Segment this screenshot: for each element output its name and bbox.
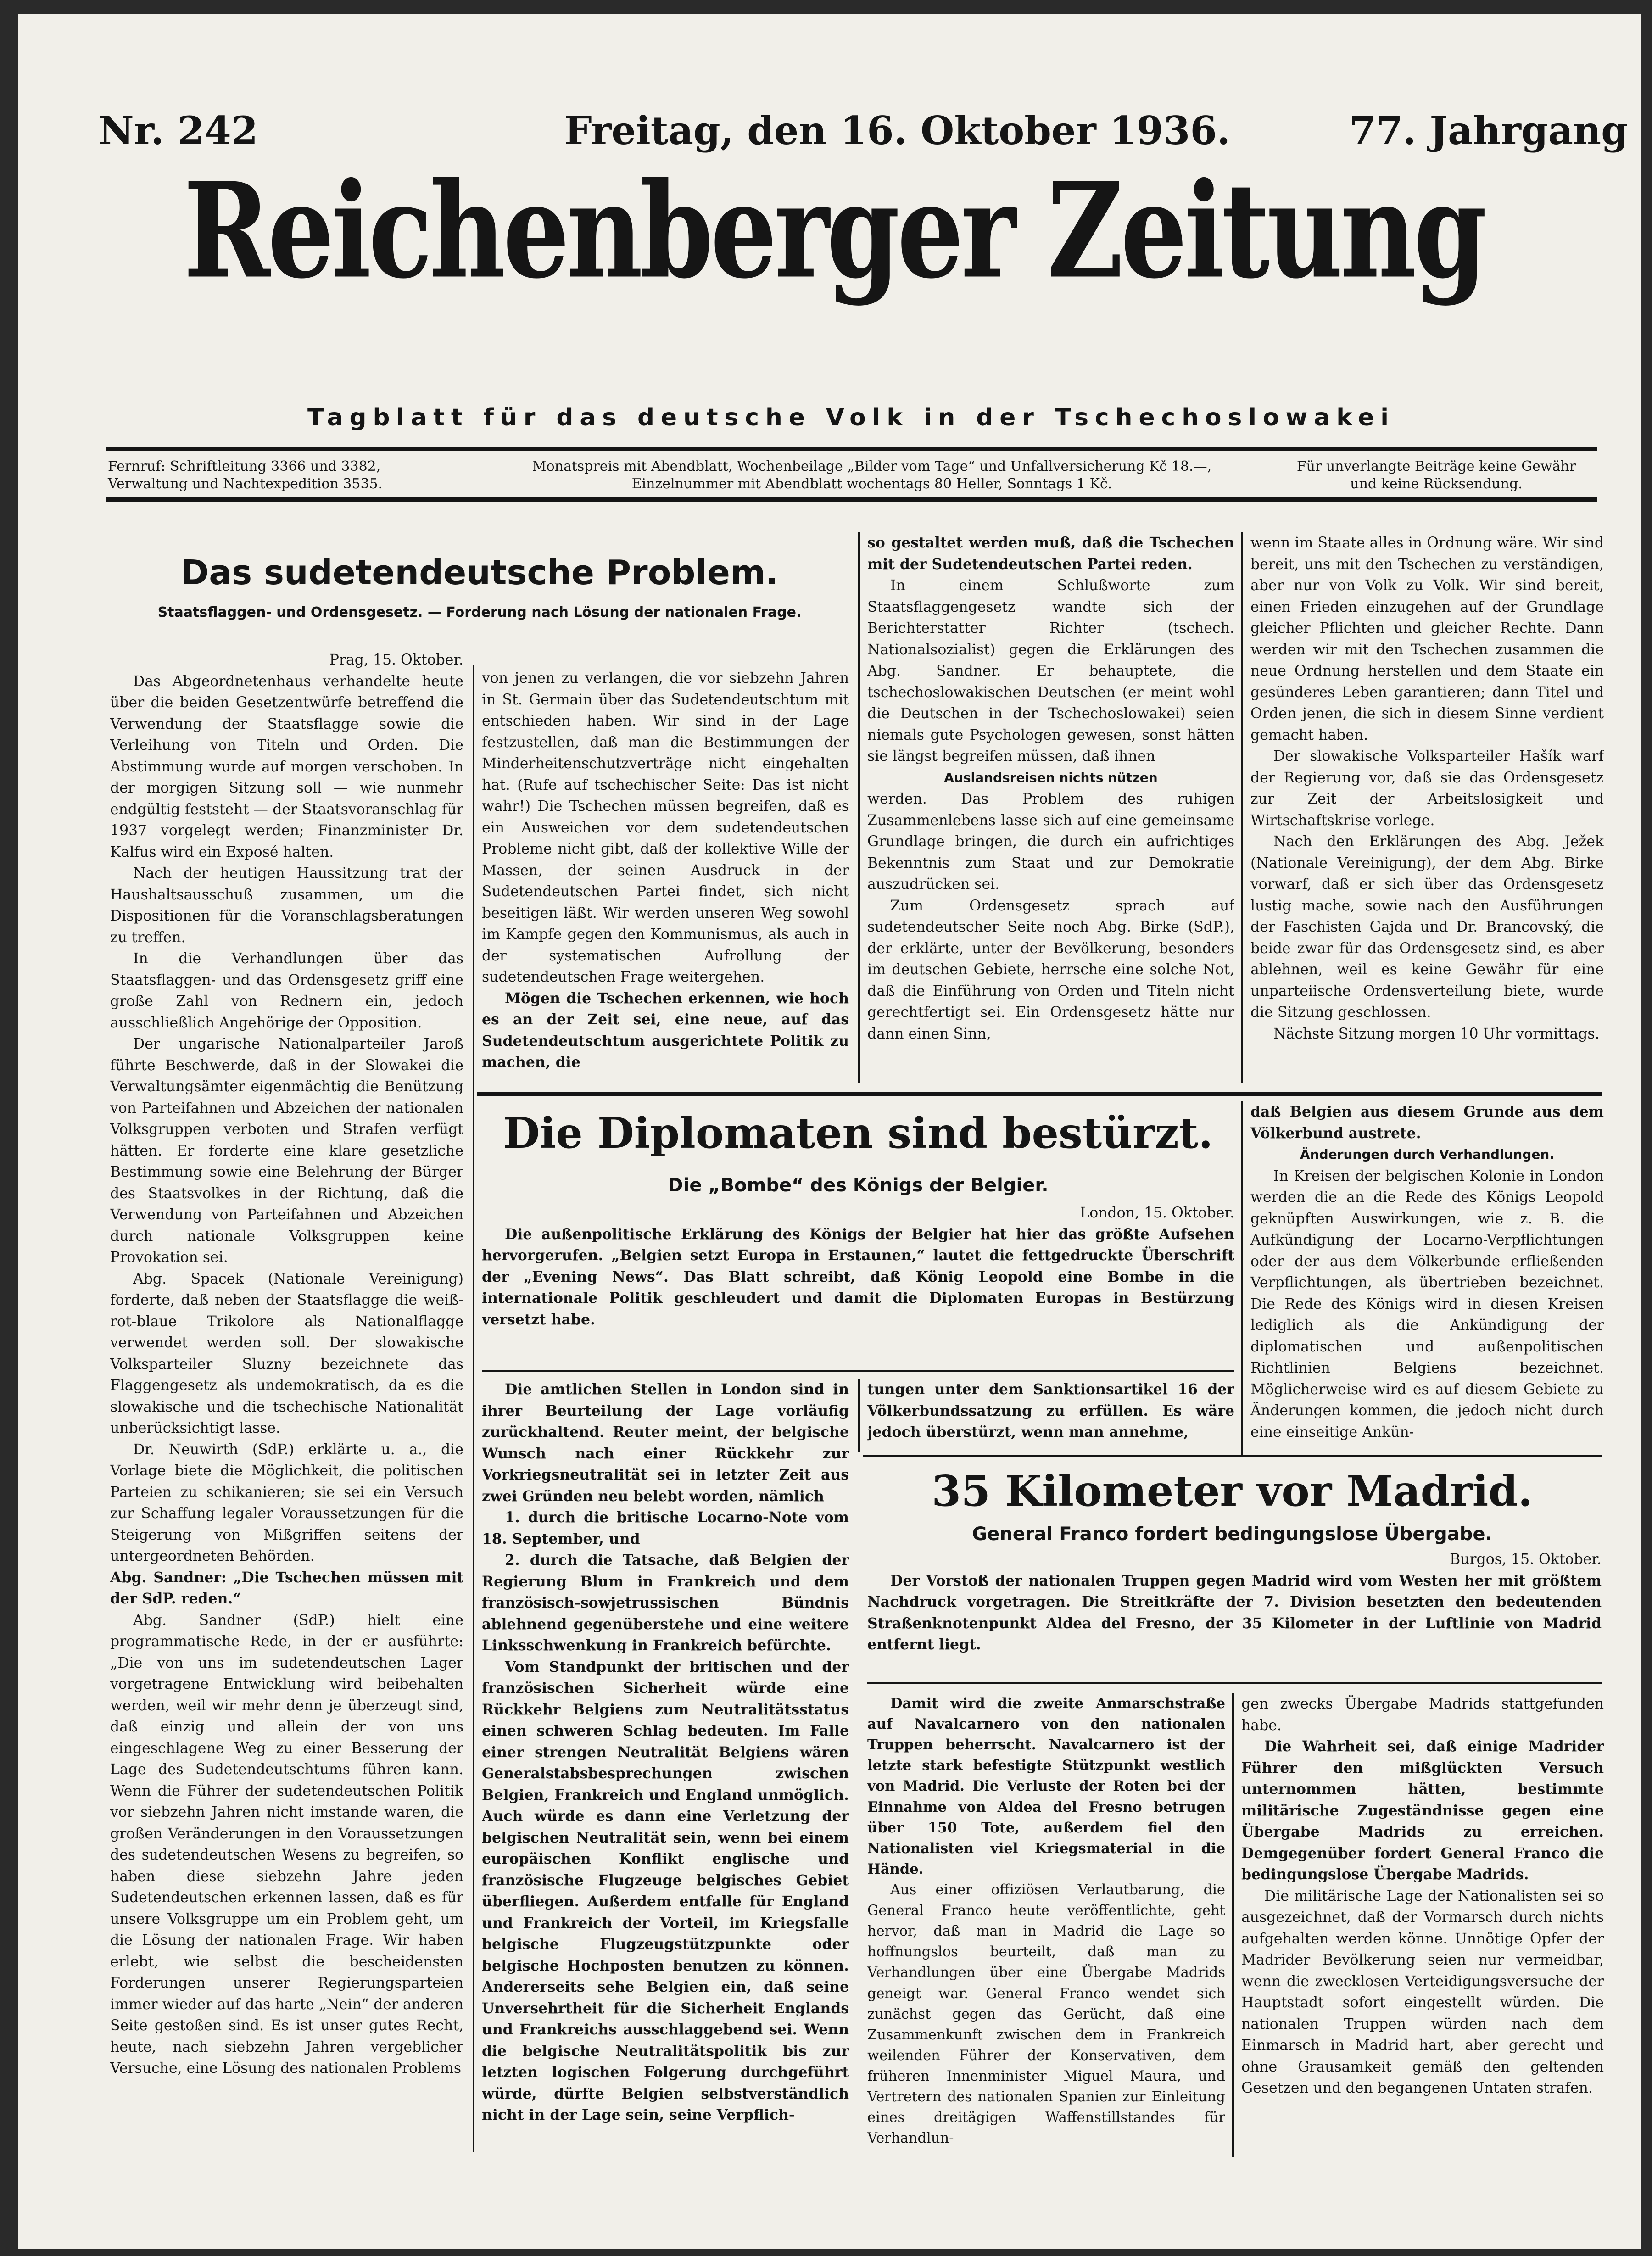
article1-paragraph: Dr. Neuwirth (SdP.) erklärte u. a., die Vorlage biete die Möglichkeit, die politischen Parteien zu schikanieren; sie sei ein Versuch zur Schaffung legaler Voraussetzungen für die Steigerung von Mißgriffen seitens der untergeordneten Behörden. [110, 1441, 463, 1564]
masthead-title: Reichenberger Zeitung [184, 154, 1485, 307]
info-center-line1: Monatspreis mit Abendblatt, Wochenbeilage „Bilder vom Tage“ und Unfallversicherung Kč 18.—, [532, 458, 1212, 475]
article2-dateline: London, 15. Oktober. [1080, 1205, 1234, 1221]
info-right [1271, 458, 1602, 493]
article1-paragraph: werden. Das Problem des ruhigen Zusammenlebens lasse sich auf eine gemeinsame Grundlage bringen, die durch ein aufrichtiges Bekenntnis zum Staat und zur Demokratie auszudrücken sei. [867, 791, 1234, 893]
article1-paragraph: Nächste Sitzung morgen 10 Uhr vormittags. [1273, 1025, 1600, 1042]
section-rule [863, 1455, 1602, 1457]
newspaper-page [18, 14, 1641, 2249]
info-left-line1: Fernruf: Schriftleitung 3366 und 3382, [108, 458, 381, 475]
info-right-line1: Für unverlangte Beiträge keine Gewähr [1296, 458, 1576, 475]
column-divider [473, 665, 474, 2152]
issue-number: Nr. 242 [99, 108, 258, 153]
article2-subhead: Die „Bombe“ des Königs der Belgier. [668, 1175, 1049, 1196]
article1-column3 [867, 532, 1234, 1088]
masthead-tagline: Tagblatt für das deutsche Volk in der Tschechoslowakei [307, 404, 1395, 431]
article1-paragraph: In einem Schlußworte zum Staatsflaggengesetz wandte sich der Berichterstatter Richter (tschech. Nationalsozialist) gegen die Erklärungen des Abg. Sandner. Er behauptete, die tschechoslowakischen Deutschen (er meint wohl die Deutschen in der Tschechoslowakei) seien niemals gute Psychologen gewesen, sonst hätten sie längst begreifen müssen, daß ihnen [867, 577, 1234, 765]
article1-crosshead: Auslandsreisen nichts nützen [944, 770, 1158, 785]
issue-date: Freitag, den 16. Oktober 1936. [564, 108, 1231, 153]
column-divider [1241, 1101, 1243, 1455]
article3-dateline: Burgos, 15. Oktober. [1450, 1551, 1602, 1568]
article3-headline: 35 Kilometer vor Madrid. [932, 1466, 1533, 1516]
article2-paragraph: tungen unter dem Sanktionsartikel 16 der Völkerbundssatzung zu erfüllen. Es wäre jedoch überstürzt, wenn man annehme, [867, 1381, 1234, 1441]
article2-paragraph: 2. durch die Tatsache, daß Belgien der Regierung Blum in Frankreich und dem französisch-sowjetrussischen Bündnis ablehnend gegenüberstehe und eine weitere Linksschwenkung in Frankreich befürchte. [482, 1552, 849, 1654]
article3-column1 [867, 1693, 1225, 2157]
article3-paragraph: Aus einer offiziösen Verlautbarung, die General Franco heute veröffentlichte, geht hervor, daß man in Madrid die Lage so hoffnungslos beurteilt, daß man zu Verhandlungen über eine Übergabe Madrids geneigt war. General Franco wendet sich zunächst gegen das Gerücht, daß eine Zusammenkunft zwischen dem in Frankreich weilenden Führer der Konservativen, dem früheren Innenminister Miguel Maura, und Vertretern des nationalen Spanien zur Einleitung eines dreitägigen Waffenstillstandes für Verhandlun- [867, 1882, 1225, 2147]
article1-paragraph: Der ungarische Nationalparteiler Jaroß führte Beschwerde, daß in der Slowakei die Verwaltungsämter eigenmächtig die Benützung von Parteifahnen und Abzeichen der nationalen Volksgruppen verboten und Strafen verfügt hätten. Er forderte eine klare gesetzliche Bestimmung sowie eine Belehrung der Bürger des Staatsvolkes in der Richtung, daß die Verwendung von Parteifahnen und Abzeichen durch nationale Volksgruppen keine Provokation sei. [110, 1036, 463, 1266]
article2-lead-rule [482, 1370, 1234, 1372]
article1-paragraph: Das Abgeordnetenhaus verhandelte heute über die beiden Gesetzentwürfe betreffend die Verwendung der Staatsflagge sowie die Verleihung von Titeln und Orden. Die Abstimmung wurde auf morgen verschoben. In der morgigen Sitzung soll — wie nunmehr endgültig feststeht — der Staatsvoranschlag für 1937 vorgelegt werden; Finanzminister Dr. Kalfus wird ein Exposé halten. [110, 673, 463, 860]
article1-headline: Das sudetendeutsche Problem. [180, 553, 779, 592]
article2-paragraph: 1. durch die britische Locarno-Note vom 18. September, und [482, 1509, 849, 1547]
article2-crosshead: Änderungen durch Verhandlungen. [1300, 1147, 1554, 1162]
article1-paragraph: Mögen die Tschechen erkennen, wie hoch es an der Zeit sei, eine neue, auf das Sudetendeutschtum ausgerichtete Politik zu machen, die [482, 989, 849, 1071]
article2-paragraph: daß Belgien aus diesem Grunde aus dem Völkerbund austrete. [1250, 1103, 1604, 1142]
article1-paragraph: Der slowakische Volksparteiler Hašík warf der Regierung vor, daß sie das Ordensgesetz zur Zeit der Arbeitslosigkeit und Wirtschaftskrise vorlege. [1250, 748, 1604, 829]
article3-paragraph: gen zwecks Übergabe Madrids stattgefunden habe. [1241, 1696, 1604, 1734]
article3-paragraph: Damit wird die zweite Anmarschstraße auf Navalcarnero von den nationalen Truppen beherrscht. Navalcarnero ist der letzte stark befestigte Stützpunkt westlich von Madrid. Die Verluste der Roten bei der Einnahme von Aldea del Fresno betrugen über 150 Tote, außerdem fiel den Nationalisten viel Kriegsmaterial in die Hände. [867, 1695, 1225, 1877]
info-center-line2: Einzelnummer mit Abendblatt wochentags 80 Heller, Sonntags 1 Kč. [631, 476, 1112, 492]
article1-paragraph: Abg. Sandner (SdP.) hielt eine programmatische Rede, in der er ausführte: „Die von uns im sudetendeutschen Lager vorgetragene Entwicklung wird beibehalten werden, weil wir mehr denn je überzeugt sind, daß einzig und allein der von uns eingeschlagene Weg zu einer Besserung der Lage des Sudetendeutschtums führen kann. Wenn die Führer der sudetendeutschen Politik vor siebzehn Jahren nicht imstande waren, die großen Veränderungen in den Voraussetzungen des sudetendeutschen Wesens zu begreifen, so haben diese siebzehn Jahre jeden Sudetendeutschen erkennen lassen, daß es für unsere Volksgruppe um ein Problem geht, um die Lösung der nationalen Frage. Wir haben erlebt, wie selbst die bescheidensten Forderungen unserer Regierungsparteien immer wieder auf das harte „Nein“ der anderen Seite gestoßen sind. Es ist unser gutes Recht, heute, nach siebzehn Jahren vergeblicher Versuche, eine Lösung des nationalen Problems [110, 1612, 463, 2077]
volume-number: 77. Jahrgang [1349, 108, 1628, 153]
column-divider [858, 532, 860, 1083]
article2-headline: Die Diplomaten sind bestürzt. [503, 1108, 1213, 1158]
article3-paragraph: Die Wahrheit sei, daß einige Madrider Führer den mißglückten Versuch unternommen hätten, bestimmte militärische Zugeständnisse gegen eine Übergabe Madrids zu erreichen. Demgegenüber fordert General Franco die bedingungslose Übergabe Madrids. [1241, 1738, 1604, 1883]
article1-paragraph: Zum Ordensgesetz sprach auf sudetendeutscher Seite noch Abg. Birke (SdP.), der erklärte, unter der Bevölkerung, besonders im deutschen Gebiete, herrsche eine solche Not, daß die Einführung von Orden und Titeln nicht gerechtfertigt sei. Ein Ordensgesetz hätte nur dann einen Sinn, [867, 897, 1234, 1042]
info-bar-bottom-rule [106, 497, 1597, 502]
column-divider [858, 1379, 860, 1452]
article1-column2 [482, 668, 849, 1090]
article2-lead-box [482, 1202, 1234, 1377]
article2-column1 [482, 1379, 849, 2159]
article1-column4 [1250, 532, 1604, 1088]
article2-paragraph: Die amtlichen Stellen in London sind in ihrer Beurteilung der Lage vorläufig zurückhaltend. Reuter meint, der belgische Wunsch nach einer Rückkehr zur Vorkriegsneutralität sei in letzter Zeit aus zwei Gründen neu belebt worden, nämlich [482, 1381, 849, 1505]
article3-lead-box [867, 1549, 1602, 1705]
article2-lead: Die außenpolitische Erklärung des Königs der Belgier hat hier das größte Aufsehen hervorgerufen. „Belgien setzt Europa in Erstaunen,“ lautet die fettgedruckte Überschrift der „Evening News“. Das Blatt schreibt, daß König Leopold eine Bombe in die internationale Politik geschleudert und damit die Diplomaten Europas in Bestürzung versetzt habe. [482, 1225, 1234, 1328]
article2-column2 [867, 1379, 1234, 1452]
article1-paragraph: In die Verhandlungen über das Staatsflaggen- und das Ordensgesetz griff eine große Zahl von Rednern ein, jedoch ausschließlich Angehörige der Opposition. [110, 950, 463, 1031]
info-center [459, 458, 1285, 493]
article3-subhead: General Franco fordert bedingungslose Übergabe. [972, 1524, 1492, 1545]
info-right-line2: und keine Rücksendung. [1350, 476, 1523, 492]
info-left-line2: Verwaltung und Nachtexpedition 3535. [108, 476, 383, 492]
article1-paragraph: Nach der heutigen Haussitzung trat der Haushaltsausschuß zusammen, um die Dispositionen für die Voranschlagsberatungen zu treffen. [110, 865, 463, 946]
section-rule [477, 1092, 1602, 1096]
column-divider [1241, 532, 1243, 1083]
column-divider [1232, 1693, 1234, 2157]
article1-subhead: Staatsflaggen- und Ordensgesetz. — Forderung nach Lösung der nationalen Frage. [157, 604, 802, 620]
article3-lead-rule [867, 1682, 1602, 1684]
article3-paragraph: Die militärische Lage der Nationalisten sei so ausgezeichnet, daß der Vormarsch durch nichts aufgehalten werden könne. Unnötige Opfer der Madrider Bevölkerung seien nur vermeidbar, wenn die zwecklosen Verteidigungsversuche der Hauptstadt sofort eingestellt würden. Die nationalen Truppen würden nach dem Einmarsch in Madrid hart, aber gerecht und ohne Grausamkeit gemäß den geltenden Gesetzen und den begangenen Untaten strafen. [1241, 1887, 1604, 2096]
info-bar-top-rule [106, 447, 1597, 451]
article1-paragraph: so gestaltet werden muß, daß die Tschechen mit der Sudetendeutschen Partei reden. [867, 534, 1234, 573]
article2-paragraph: Vom Standpunkt der britischen und der französischen Sicherheit würde eine Rückkehr Belgiens zum Neutralitätsstatus einen schweren Schlag bedeuten. Im Falle einer strengen Neutralität Belgiens wären Generalstabsbesprechungen zwischen Belgien, Frankreich und England unmöglich. Auch würde es dann eine Verletzung der belgischen Neutralität sein, wenn bei einem europäischen Konflikt englische und französische Flugzeuge belgisches Gebiet überfliegen. Außerdem entfalle für England und Frankreich der Vorteil, im Kriegsfalle belgische Flugzeugstützpunkte oder belgische Hochposten benutzen zu können. Andererseits sehe Belgien ein, daß seine Unversehrtheit für die Sicherheit Englands und Frankreichs ausschlaggebend sei. Wenn die belgische Neutralitätspolitik bis zur letzten logischen Folgerung durchgeführt würde, dürfte Belgien selbstverständlich nicht in der Lage sein, seine Verpflich- [482, 1658, 849, 2123]
article3-lead: Der Vorstoß der nationalen Truppen gegen Madrid wird vom Westen her mit größtem Nachdruck vorgetragen. Die Streitkräfte der 7. Division besetzten den bedeutenden Straßenknotenpunkt Aldea del Fresno, der 35 Kilometer in der Luftlinie von Madrid entfernt liegt. [867, 1572, 1602, 1653]
article1-paragraph: Nach den Erklärungen des Abg. Ježek (Nationale Vereinigung), der dem Abg. Birke vorwarf, daß er sich über das Ordensgesetz lustig mache, sowie nach den Ausführungen der Faschisten Gajda und Dr. Brancovský, die beide zwar für das Ordensgesetz sind, es aber ablehnen, weil es keine Gewähr für eine unparteiische Ordensverteilung biete, wurde die Sitzung geschlossen. [1250, 833, 1604, 1021]
article1-paragraph: von jenen zu verlangen, die vor siebzehn Jahren in St. Germain über das Sudetendeutschtum mit entschieden haben. Wir sind in der Lage festzustellen, daß man die Bestimmungen der Minderheitenschutzverträge nicht eingehalten hat. (Rufe auf tschechischer Seite: Das ist nicht wahr!) Die Tschechen müssen begreifen, daß es ein Ausweichen vor dem sudetendeutschen Probleme nicht gibt, daß der kollektive Wille der Massen, der seinen Ausdruck in der Sudetendeutschen Partei findet, sich nicht beseitigen läßt. Wir werden unseren Weg sowohl im Kampfe gegen den Kommunismus, als auch in der systematischen Aufrollung der sudetendeutschen Frage weitergehen. [482, 670, 849, 985]
article1-paragraph: Abg. Spacek (Nationale Vereinigung) forderte, daß neben der Staatsflagge die weiß-rot-blaue Trikolore als Nationalflagge verwendet werden soll. Der slowakische Volksparteiler Sluzny bezeichnete das Flaggengesetz als undemokratisch, da es die slowakische und die tschechische Nationalität unberücksichtigt lasse. [110, 1270, 463, 1436]
article3-column2 [1241, 1693, 1604, 2157]
article1-column1 [110, 649, 463, 2164]
article1-paragraph: wenn im Staate alles in Ordnung wäre. Wir sind bereit, uns mit den Tschechen zu verständigen, aber nur von Volk zu Volk. Wir sind bereit, einen Frieden einzugehen auf der Grundlage gleicher Pflichten und gleicher Rechte. Dann werden wir mit den Tschechen zusammen die neue Ordnung herstellen und dem Staate ein gesünderes Leben garantieren; dann Titel und Orden jenen, die sich in diesem Sinne verdient gemacht haben. [1250, 535, 1604, 743]
article2-column3 [1250, 1101, 1604, 1455]
article1-dateline: Prag, 15. Oktober. [329, 652, 463, 668]
article2-paragraph: In Kreisen der belgischen Kolonie in London werden die an die Rede des Königs Leopold geknüpften Auswirkungen, wie z. B. die Aufkündigung der Locarno-Verpflichtungen oder der aus dem Völkerbunde erfließenden Verpflichtungen, als übertrieben bezeichnet. Die Rede des Königs wird in diesen Kreisen lediglich als die Ankündigung der diplomatischen und außenpolitischen Richtlinien Belgiens bezeichnet. Möglicherweise wird es auf diesem Gebiete zu Änderungen kommen, die jedoch nicht durch eine einseitige Ankün- [1250, 1167, 1604, 1441]
info-left [108, 458, 457, 493]
article1-crosshead: Abg. Sandner: „Die Tschechen müssen mit der SdP. reden.“ [110, 1569, 463, 1607]
